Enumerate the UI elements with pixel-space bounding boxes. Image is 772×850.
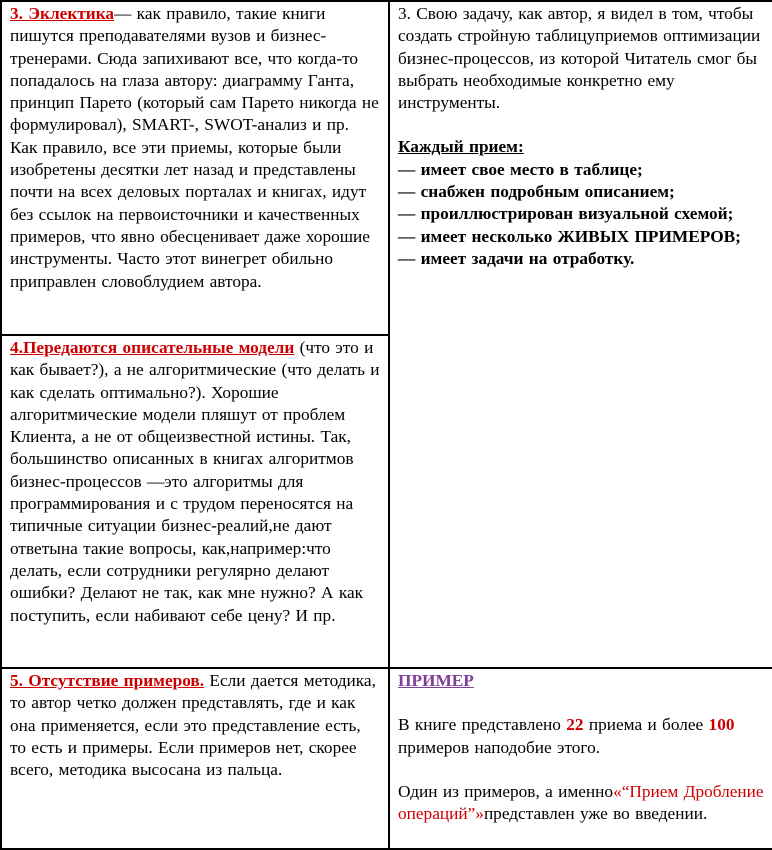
descriptive-models-heading: 4.Передаются описательные модели [10,338,295,357]
eclectics-paragraph [10,3,380,293]
technique-feature-item: — имеет задачи на отработку. [398,248,635,268]
stats-text: приема и более [583,715,709,735]
technique-feature-item: — проиллюстрирован визуальной схемой; [398,204,734,224]
reference-text: Один из примеров, а именно [398,781,614,801]
no-examples-paragraph [10,670,380,781]
stats-text: примеров наподобие этого. [398,737,601,757]
technique-feature-item: — имеет свое место в таблице; [398,159,643,179]
each-technique-heading: Каждый прием: [398,137,524,157]
example-heading: ПРИМЕР [398,671,474,690]
spacer [398,114,766,136]
technique-name-quote: «“Прием Дробление операций”» [398,781,764,824]
technique-feature-item: — имеет несколько ЖИВЫХ ПРИМЕРОВ; [398,226,741,246]
descriptive-models-paragraph [10,337,380,627]
cell-author-goal [389,1,772,668]
no-examples-text: Если дается методика, то автор четко должен представлять, где и как она применяется, если это представление есть, то есть и примеры. Если примеров нет, скорее всего, методика высосана из пальца. [10,671,376,780]
spacer [398,692,766,714]
descriptive-models-text: (что это и как бывает?), а не алгоритмические (что делать и как сделать оптимально?). Хорошие алгоритмические модели пляшут от проблем Клиента, а не от общеизвестной истины. Так, большинство описанных в книгах алгоритмов бизнес-процессов —это алгоритмы для программирования и с трудом переносятся на типичные ситуации бизнес-реалий,не дают ответына такие вопросы, как,например:что делать, если сотрудники регулярно делают ошибки? Делают не так, как мне нужно? А как поступить, если набивают себе цену? И пр. [10,338,380,625]
cell-no-examples [1,668,389,849]
stats-text: В книге представлено [398,715,567,735]
examples-count: 100 [708,715,735,735]
reference-text: представлен уже во введении. [483,804,708,824]
no-examples-heading: 5. Отсутствие примеров. [10,671,205,690]
example-stats-paragraph [398,714,766,759]
author-goal-text: 3. Свою задачу, как автор, я видел в том, чтобы создать стройную таблицуприемов оптимизации бизнес-процессов, из которой Читатель смог бы выбрать необходимые конкретно ему инструменты. [398,4,761,113]
techniques-count: 22 [566,715,584,735]
cell-example [389,668,772,849]
technique-feature-item: — снабжен подробным описанием; [398,182,675,202]
cell-descriptive-models [1,335,389,668]
eclectics-text: — как правило, такие книги пишутся преподавателями вузов и бизнес-тренерами. Сюда запихивают все, что когда-то попадалось на глаза автору: диаграмму Ганта, принцип Парето (который сам Парето никогда не формулировал), SMART-, SWOT-анализ и пр. Как правило, все эти приемы, которые были изобретены десятки лет назад и представлены почти на всех деловых порталах и книгах, идут без ссылок на первоисточники и качественных примеров, что явно обесценивает даже хорошие инструменты. Часто этот винегрет обильно приправлен словоблудием автора. [10,4,379,291]
eclectics-heading: 3. Эклектика [10,4,115,23]
spacer [398,759,766,781]
example-reference-paragraph [398,781,766,826]
cell-eclectics [1,1,389,335]
